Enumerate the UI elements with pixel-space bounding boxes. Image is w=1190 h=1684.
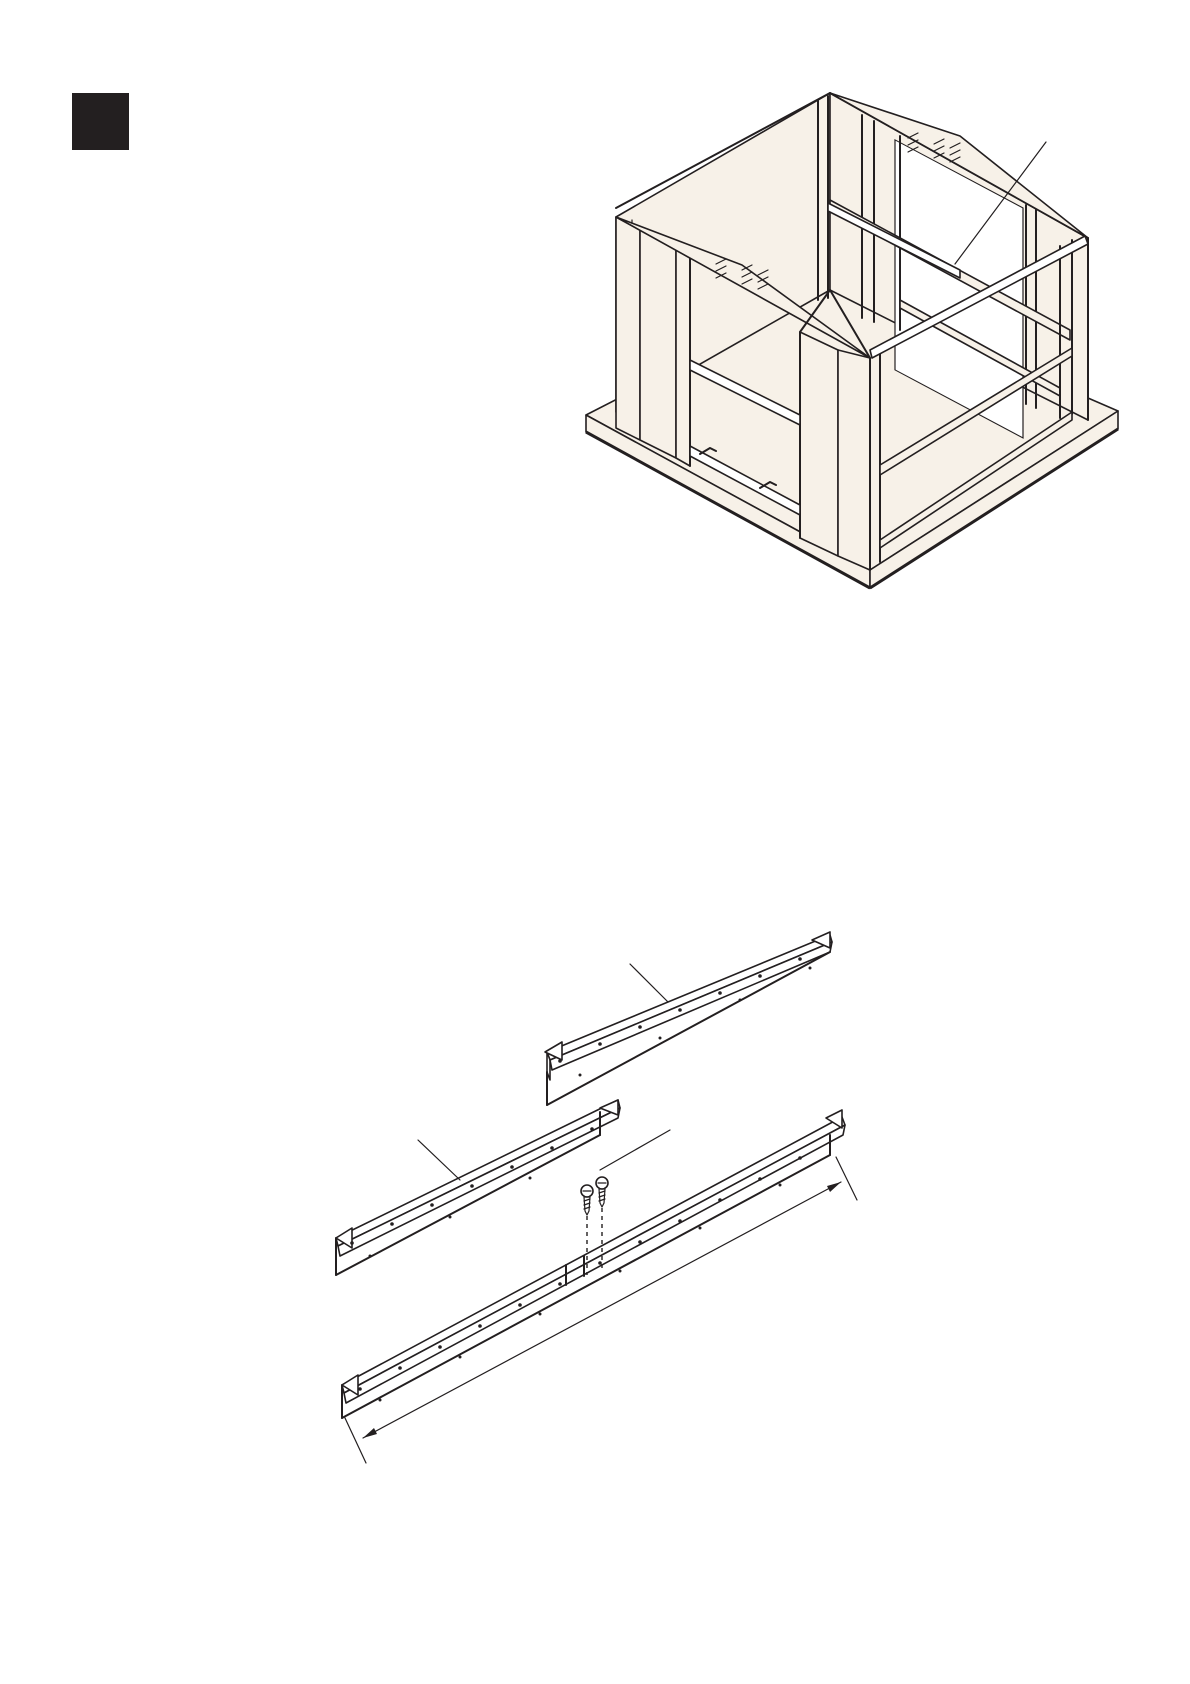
long-joined-rail	[342, 1110, 845, 1418]
left-rail	[336, 1100, 620, 1275]
upper-rail-leader	[630, 964, 668, 1002]
screw-leader	[600, 1130, 670, 1170]
screw-icon	[596, 1177, 608, 1207]
screw-icon	[581, 1185, 593, 1215]
upper-rail	[545, 932, 832, 1105]
left-rail-leader	[418, 1140, 460, 1180]
